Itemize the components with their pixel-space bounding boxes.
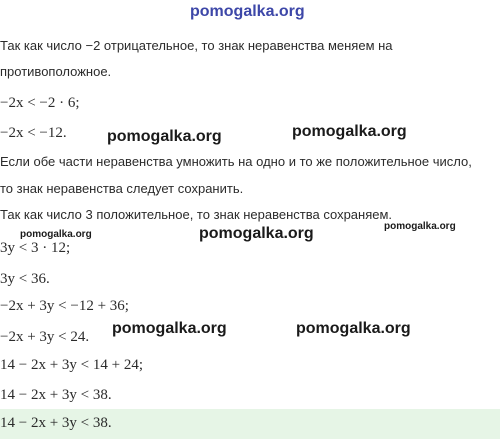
watermark-mid2-small-left: pomogalka.org [20,229,92,240]
watermark-mid2-small-right: pomogalka.org [384,221,456,232]
math-line-answer: 14 − 2x + 3y < 38. [0,415,112,431]
math-line-1: −2x < −2 · 6; [0,95,80,111]
math-line-7: 14 − 2x + 3y < 14 + 24; [0,357,144,373]
math-line-5: −2x + 3y < −12 + 36; [0,298,129,314]
math-line-4: 3y < 36. [0,271,50,287]
watermark-mid3-left: pomogalka.org [112,320,227,337]
watermark-mid1-left: pomogalka.org [107,128,222,145]
math-line-2: −2x < −12. [0,125,67,141]
math-line-8: 14 − 2x + 3y < 38. [0,387,112,403]
watermark-mid1-right: pomogalka.org [292,123,407,140]
math-line-3: 3y < 3 · 12; [0,240,71,256]
watermark-mid2-center: pomogalka.org [199,225,314,242]
math-line-6: −2x + 3y < 24. [0,329,90,345]
watermark-mid3-right: pomogalka.org [296,320,411,337]
text-line-5: Так как число 3 положительное, то знак неравенства сохраняем. [0,207,393,222]
text-line-3: Если обе части неравенства умножить на одно и то же положительное число, [0,154,472,169]
text-line-4: то знак неравенства следует сохранить. [0,181,244,196]
text-line-1: Так как число −2 отрицательное, то знак неравенства меняем на [0,38,393,53]
watermark-top: pomogalka.org [190,3,305,20]
text-line-2: противоположное. [0,64,112,79]
